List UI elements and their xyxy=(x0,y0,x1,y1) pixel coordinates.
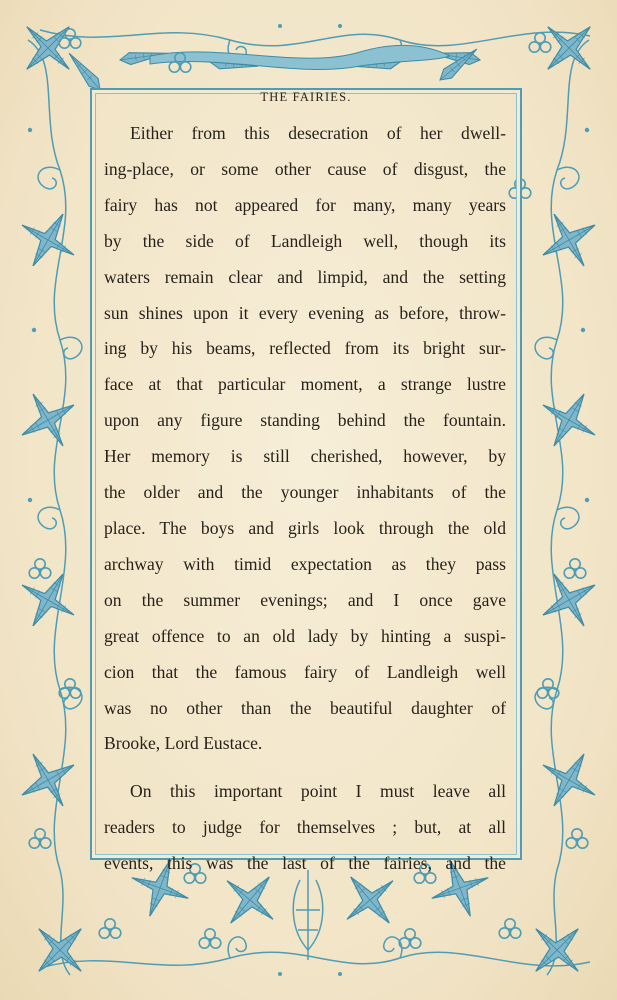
text-line: cion that the famous fairy of Landleigh well xyxy=(104,661,506,682)
text-line: ing by his beams, reflected from its bright sur- xyxy=(104,338,506,359)
text-line: On this important point I must leave all xyxy=(130,781,506,802)
paragraph-2 xyxy=(104,774,506,882)
text-line: by the side of Landleigh well, though its xyxy=(104,230,506,251)
text-line: events, this was the last of the fairies, and the xyxy=(104,853,506,874)
text-line: upon any figure standing behind the fountain. xyxy=(104,410,506,431)
text-line: sun shines upon it every evening as before, throw- xyxy=(104,302,506,323)
text-line: on the summer evenings; and I once gave xyxy=(104,589,506,610)
text-line: great offence to an old lady by hinting a suspi- xyxy=(104,625,506,646)
running-head: THE FAIRIES. xyxy=(260,90,352,104)
paragraph-1 xyxy=(104,116,506,762)
body-text xyxy=(104,116,506,882)
text-line: Her memory is still cherished, however, by xyxy=(104,446,506,467)
text-line: fairy has not appeared for many, many years xyxy=(104,194,506,215)
text-line: ing-place, or some other cause of disgust, the xyxy=(104,158,506,179)
text-line: was no other than the beautiful daughter of xyxy=(104,697,506,718)
text-line: Brooke, Lord Eustace. xyxy=(104,733,263,754)
text-line: waters remain clear and limpid, and the setting xyxy=(104,266,506,287)
text-line: face at that particular moment, a strange lustre xyxy=(104,374,506,395)
text-line: Either from this desecration of her dwell- xyxy=(130,123,506,143)
text-line: place. The boys and girls look through the old xyxy=(104,517,506,538)
text-line: the older and the younger inhabitants of the xyxy=(104,482,506,503)
text-line: archway with timid expectation as they pass xyxy=(104,553,506,574)
text-line: readers to judge for themselves ; but, at all xyxy=(104,817,506,838)
